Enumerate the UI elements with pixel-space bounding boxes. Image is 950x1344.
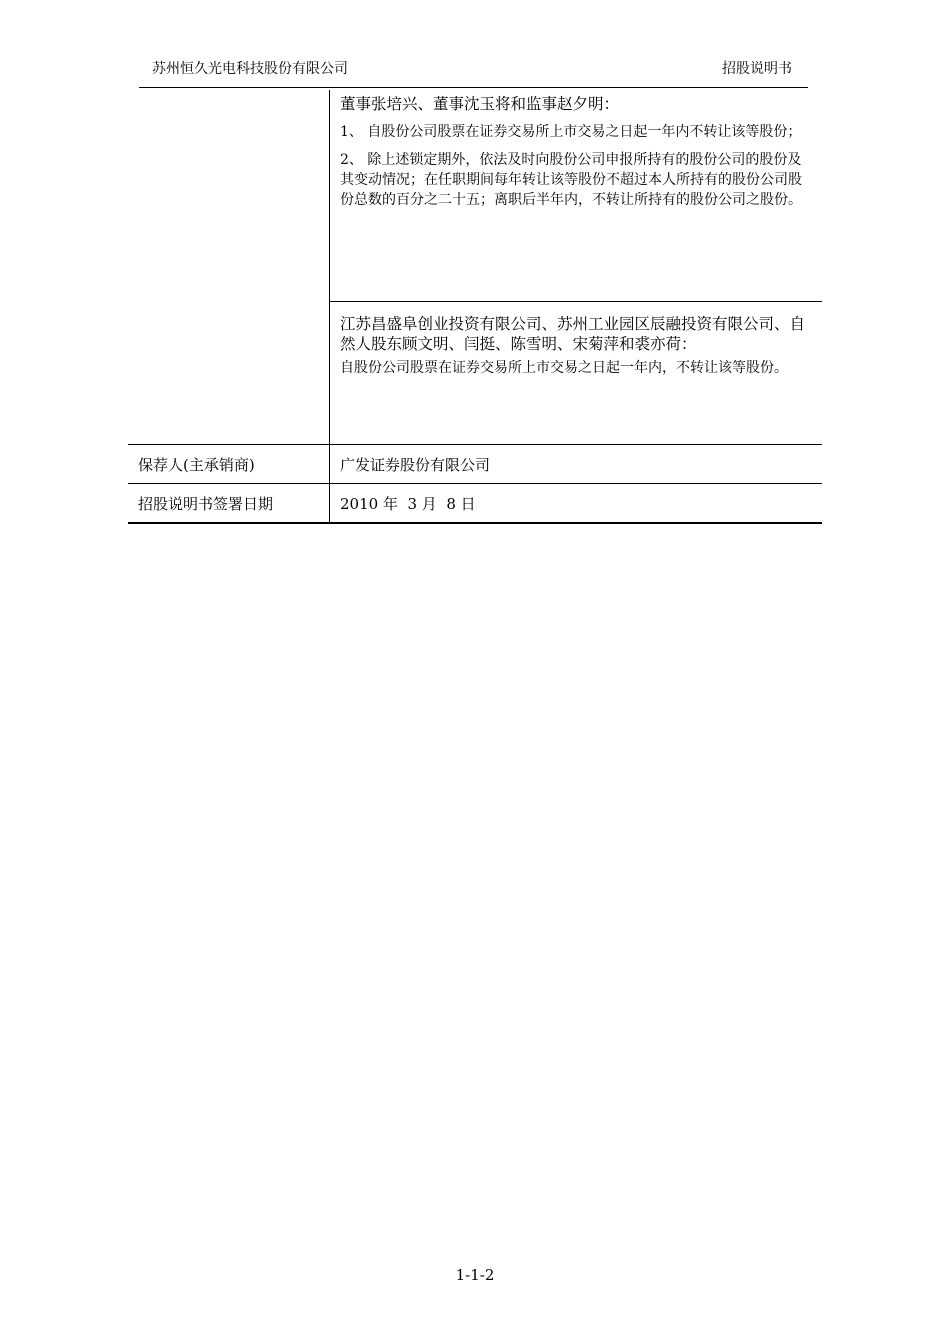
directors-commitment-item-1: 1、 自股份公司股票在证券交易所上市交易之日起一年内不转让该等股份； <box>340 124 802 140</box>
info-table <box>128 90 822 524</box>
page-number: 1-1-2 <box>455 1266 495 1284</box>
lockup-commitments-cell <box>330 90 822 444</box>
header-company-name: 苏州恒久光电科技股份有限公司 <box>152 61 348 77</box>
table-row-signing-date <box>128 484 822 524</box>
investors-commitment-title: 江苏昌盛阜创业投资有限公司、苏州工业园区辰融投资有限公司、自然人股东顾文明、闫挺、陈雪明、宋菊萍和裘亦荷： <box>340 315 806 353</box>
directors-commitment-item-2: 2、 除上述锁定期外，依法及时向股份公司申报所持有的股份公司的股份及其变动情况；在任职期间每年转让该等股份不超过本人所持有的股份公司股份总数的百分之二十五；离职后半年内，不转让所持有的股份公司之股份。 <box>340 152 802 208</box>
directors-commitment-title: 董事张培兴、董事沈玉将和监事赵夕明： <box>340 95 620 113</box>
investors-commitment-item: 自股份公司股票在证券交易所上市交易之日起一年内，不转让该等股份。 <box>340 360 788 376</box>
sponsor-value: 广发证券股份有限公司 <box>340 455 491 474</box>
sponsor-label: 保荐人(主承销商) <box>128 445 330 483</box>
signing-date-label: 招股说明书签署日期 <box>128 484 330 522</box>
investors-commitment-block <box>330 302 822 378</box>
table-row-lockup <box>128 90 822 445</box>
signing-date-value: 2010 年 3 月 8 日 <box>340 494 476 513</box>
lockup-label-cell <box>128 90 330 444</box>
page-header <box>152 58 792 80</box>
directors-commitment-block <box>330 90 822 301</box>
header-document-type: 招股说明书 <box>722 61 792 77</box>
header-rule <box>139 87 808 88</box>
table-row-sponsor <box>128 445 822 484</box>
